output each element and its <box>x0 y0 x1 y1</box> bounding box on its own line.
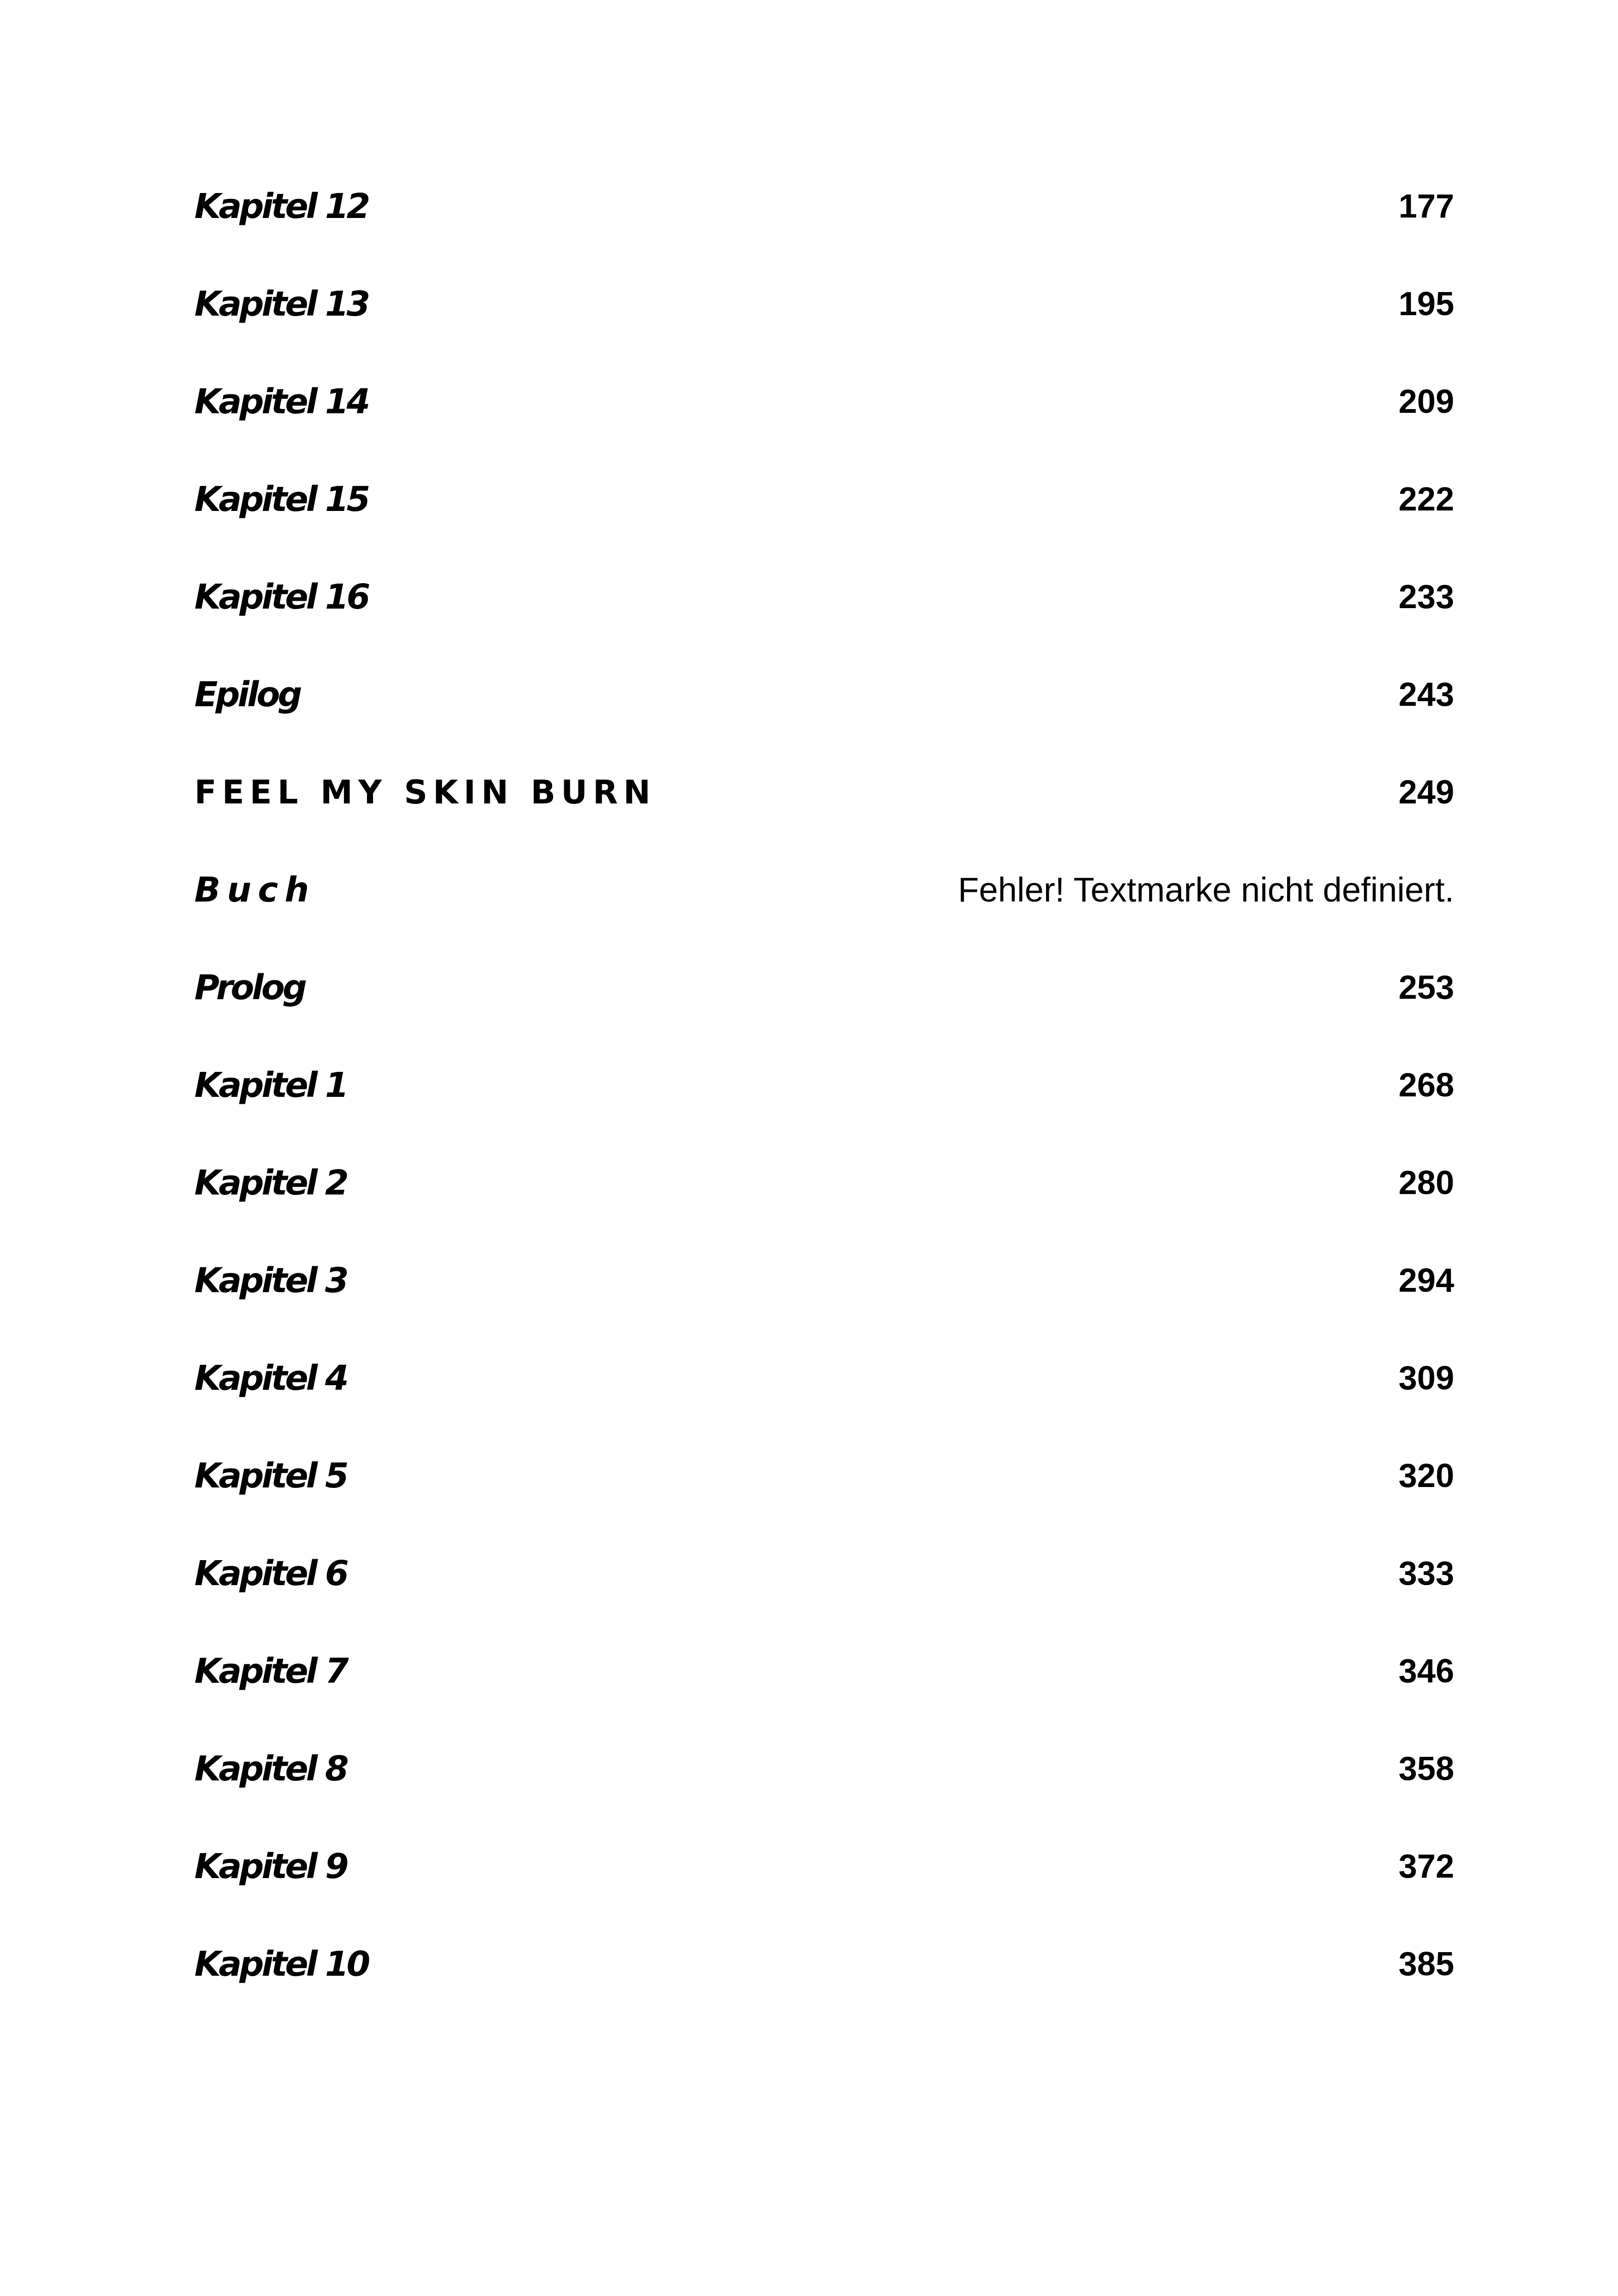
toc-entry-title: Kapitel 5 <box>194 1456 347 1496</box>
toc-entry-title: Buch <box>194 870 316 910</box>
toc-entry-title: Kapitel 7 <box>194 1651 347 1691</box>
toc-entry-kapitel-4[interactable] <box>194 1329 1454 1427</box>
toc-entry-page: 209 <box>1398 383 1454 420</box>
toc-entry-kapitel-10[interactable] <box>194 1915 1454 2013</box>
toc-entry-title: Kapitel 10 <box>194 1944 368 1984</box>
toc-entry-page: 309 <box>1398 1359 1454 1397</box>
toc-entry-title: Kapitel 4 <box>194 1358 347 1398</box>
toc-entry-book-title[interactable] <box>194 743 1454 841</box>
toc-entry-title: FEEL MY SKIN BURN <box>194 773 656 811</box>
toc-entry-page: 280 <box>1398 1164 1454 1201</box>
toc-entry-title: Kapitel 9 <box>194 1846 347 1886</box>
toc-entry-page: 233 <box>1398 578 1454 616</box>
toc-entry-epilog[interactable] <box>194 646 1454 743</box>
toc-entry-kapitel-5[interactable] <box>194 1427 1454 1524</box>
toc-entry-page: 243 <box>1398 676 1454 713</box>
toc-entry-title: Kapitel 3 <box>194 1260 347 1300</box>
toc-entry-page: 177 <box>1398 187 1454 225</box>
toc-entry-kapitel-3[interactable] <box>194 1232 1454 1329</box>
toc-entry-page: 195 <box>1398 285 1454 323</box>
toc-entry-page: 320 <box>1398 1457 1454 1494</box>
toc-entry-kapitel-15[interactable] <box>194 450 1454 548</box>
toc-entry-title: Kapitel 2 <box>194 1163 347 1203</box>
toc-entry-title: Prolog <box>194 967 305 1008</box>
toc-entry-page: 385 <box>1398 1945 1454 1983</box>
toc-entry-title: Kapitel 13 <box>194 284 368 324</box>
toc-entry-kapitel-2[interactable] <box>194 1134 1454 1232</box>
toc-entry-kapitel-6[interactable] <box>194 1524 1454 1622</box>
toc-entry-prolog[interactable] <box>194 939 1454 1036</box>
toc-entry-page: 249 <box>1398 773 1454 811</box>
toc-entry-page: 358 <box>1398 1750 1454 1787</box>
toc-entry-kapitel-14[interactable] <box>194 353 1454 450</box>
toc-entry-title: Kapitel 12 <box>194 186 368 226</box>
toc-entry-kapitel-9[interactable] <box>194 1817 1454 1915</box>
toc-entry-page: 333 <box>1398 1555 1454 1592</box>
toc-entry-title: Kapitel 15 <box>194 479 368 519</box>
toc-entry-buch[interactable] <box>194 841 1454 939</box>
toc-entry-title: Kapitel 1 <box>194 1065 347 1105</box>
toc-entry-title: Kapitel 16 <box>194 577 368 617</box>
toc-entry-page: 294 <box>1398 1262 1454 1299</box>
toc-entry-kapitel-13[interactable] <box>194 255 1454 353</box>
toc-entry-page: 268 <box>1398 1066 1454 1104</box>
toc-entry-title: Kapitel 6 <box>194 1553 347 1593</box>
toc-entry-page: 222 <box>1398 480 1454 518</box>
toc-entry-title: Epilog <box>194 674 300 715</box>
toc-entry-page: 253 <box>1398 969 1454 1006</box>
toc-entry-kapitel-7[interactable] <box>194 1622 1454 1720</box>
toc-entry-page: 346 <box>1398 1652 1454 1690</box>
toc-entry-kapitel-12[interactable] <box>194 157 1454 255</box>
table-of-contents <box>194 157 1454 2013</box>
toc-entry-bookmark-error: Fehler! Textmarke nicht definiert. <box>958 871 1454 909</box>
toc-entry-title: Kapitel 14 <box>194 381 368 422</box>
toc-entry-kapitel-1[interactable] <box>194 1036 1454 1134</box>
toc-entry-kapitel-16[interactable] <box>194 548 1454 646</box>
toc-entry-page: 372 <box>1398 1848 1454 1885</box>
toc-entry-title: Kapitel 8 <box>194 1748 347 1789</box>
toc-entry-kapitel-8[interactable] <box>194 1720 1454 1817</box>
